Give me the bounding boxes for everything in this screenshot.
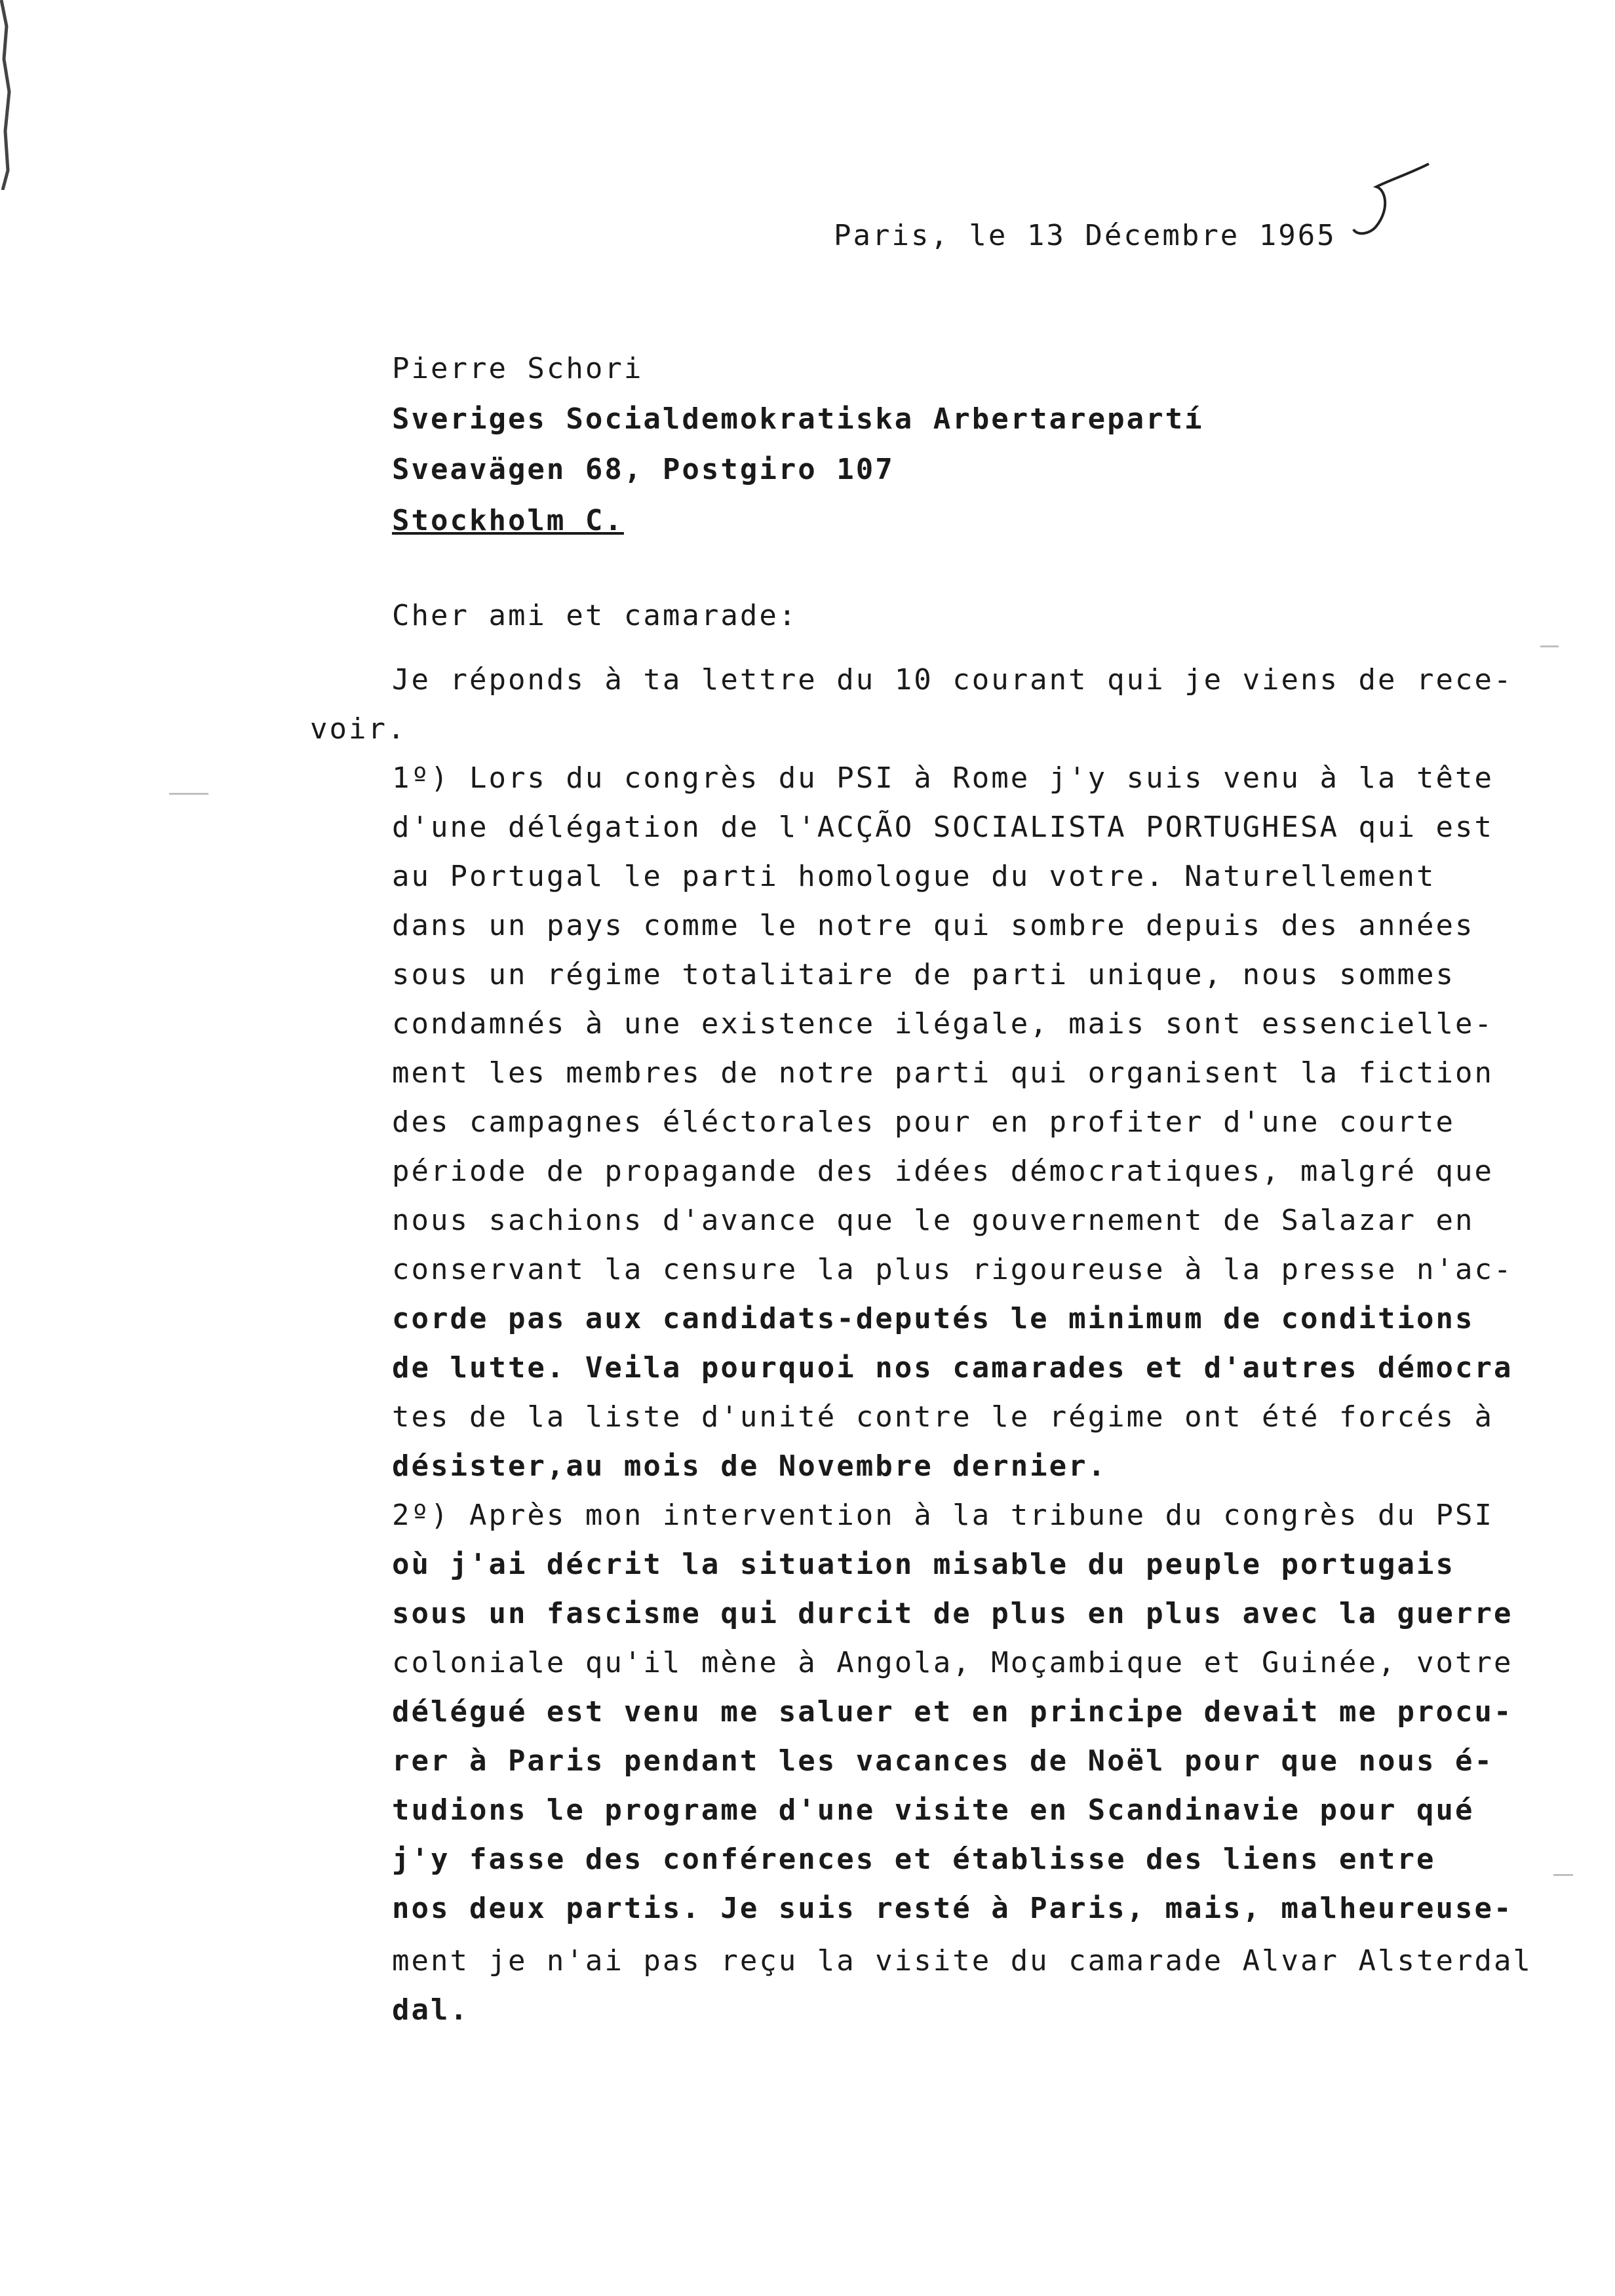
body-line: j'y fasse des conférences et établisse des liens entre [392, 1843, 1436, 1876]
recipient-address: Sveavägen 68, Postgiro 107 [392, 453, 895, 486]
body-line: condamnés à une existence ilégale, mais sont essenciellе- [392, 1007, 1494, 1041]
body-line: ment je n'ai pas reçu la visite du camarade Alvar Alsterdal [392, 1944, 1532, 1978]
body-line: nos deux partis. Je suis resté à Paris, mais, malheureuse- [392, 1892, 1513, 1925]
recipient-name: Pierre Schori [392, 352, 644, 385]
margin-mark [1553, 1874, 1573, 1876]
body-line: délégué est venu me saluer et en principe devait me procu- [392, 1695, 1513, 1729]
body-line: 2º) Après mon intervention à la tribune du congrès du PSI [392, 1499, 1494, 1532]
handwritten-flourish [1337, 157, 1435, 249]
body-line: corde pas aux candidats-deputés le minimum de conditions [392, 1302, 1475, 1335]
letter-date: Paris, le 13 Décembre 1965 [834, 219, 1336, 252]
body-line: coloniale qu'il mène à Angola, Moçambique et Guinée, votre [392, 1646, 1513, 1679]
margin-mark [1540, 645, 1559, 647]
body-line: où j'ai décrit la situation misable du peuple portugais [392, 1548, 1455, 1581]
body-line: conservant la censure la plus rigoureuse à la presse n'ac- [392, 1253, 1513, 1286]
body-line: 1º) Lors du congrès du PSI à Rome j'y suis venu à la tête [392, 761, 1494, 795]
recipient-org: Sveriges Socialdemokratiska Arbertarepartí [392, 402, 1204, 436]
body-line: au Portugal le parti homologue du votre. Naturellement [392, 860, 1436, 893]
body-line: dans un pays comme le notre qui sombre depuis des années [392, 909, 1475, 942]
body-line: tes de la liste d'unité contre le régime ont été forcés à [392, 1400, 1494, 1434]
body-line: Je réponds à ta lettre du 10 courant qui je viens de rece- [392, 663, 1513, 697]
body-line: nous sachions d'avance que le gouvernement de Salazar en [392, 1204, 1475, 1237]
margin-mark [169, 793, 208, 795]
body-line: de lutte. Veila pourquoi nos camarades et d'autres démocra [392, 1351, 1513, 1385]
body-line: des campagnes éléctorales pour en profiter d'une courte [392, 1105, 1455, 1139]
body-line: sous un régime totalitaire de parti unique, nous sommes [392, 958, 1455, 991]
body-line: d'une délégation de l'ACÇÃO SOCIALISTA PORTUGHESA qui est [392, 811, 1494, 844]
body-line: sous un fascisme qui durcit de plus en plus avec la guerre [392, 1597, 1513, 1630]
body-line: tudions le programe d'une visite en Scandinavie pour qué [392, 1793, 1475, 1827]
body-line: voir. [310, 712, 407, 746]
body-line: rer à Paris pendant les vacances de Noël pour que nous é- [392, 1744, 1494, 1778]
recipient-city: Stockholm C. [392, 504, 624, 537]
body-line: période de propagande des idées démocratiques, malgré que [392, 1155, 1494, 1188]
body-line: désister,au mois de Novembre dernier. [392, 1449, 1108, 1483]
body-line: dal. [392, 1993, 469, 2027]
salutation: Cher ami et camarade: [392, 599, 798, 632]
scan-edge-mark [0, 0, 18, 190]
body-line: ment les membres de notre parti qui organisent la fiction [392, 1056, 1494, 1090]
